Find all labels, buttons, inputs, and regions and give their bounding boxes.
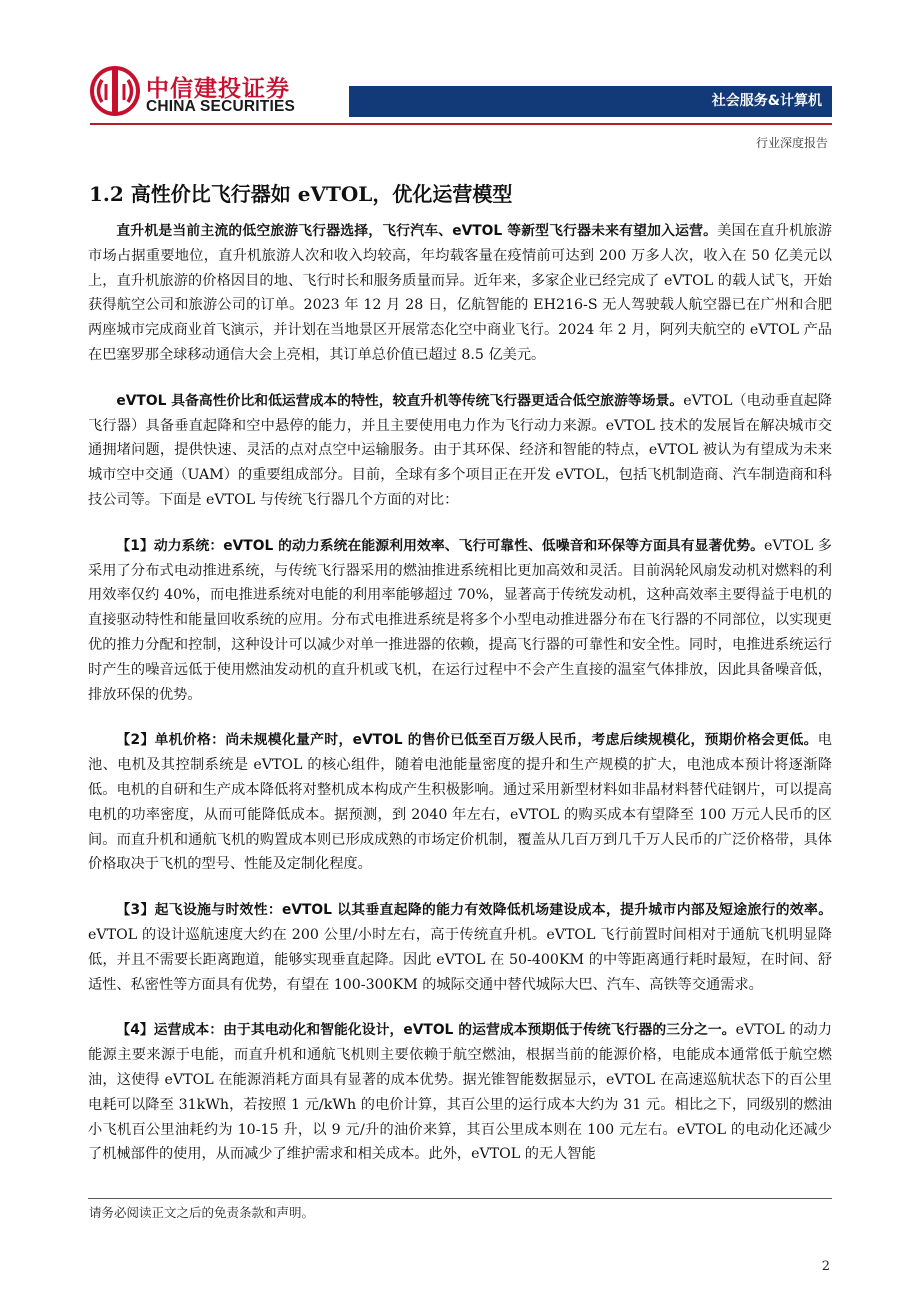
paragraph-lead: 直升机是当前主流的低空旅游飞行器选择，飞行汽车、eVTOL 等新型飞行器未来有望加入运营。 [116, 223, 718, 239]
paragraph-lead: 【4】运营成本：由于其电动化和智能化设计，eVTOL 的运营成本预期低于传统飞行器的三分之一。 [116, 1022, 736, 1039]
body-text [88, 219, 832, 1188]
paragraph-power-system [88, 534, 832, 708]
paragraph-lead: 【3】起飞设施与时效性：eVTOL 以其垂直起降的能力有效降低机场建设成本，提升城市内部及短途旅行的效率。 [116, 902, 832, 919]
paragraph-text: eVTOL 多采用了分布式电动推进系统，与传统飞行器采用的燃油推进系统相比更加高效和灵活。目前涡轮风扇发动机对燃料的利用效率仅约 40%，而电推进系统对电能的利用率能够超过 70%，显著高于传统发动机，这种高效率主要得益于电机的直接驱动特性和能量回收系统的应用。分布式电推进系统是将多个小型电动推进器分布在飞行器的不同部位，以实现更优的推力分配和控制，这种设计可以减少对单一推进器的依赖，提高飞行器的可靠性和安全性。同时，电推进系统运行时产生的噪音远低于使用燃油发动机的直升机或飞机，在运行过程中不会产生直接的温室气体排放，因此具备噪音低，排放环保的优势。 [88, 537, 832, 703]
sector-banner: 社会服务&计算机 [349, 86, 832, 117]
paragraph-text: eVTOL（电动垂直起降飞行器）具备垂直起降和空中悬停的能力，并且主要使用电力作为飞行动力来源。eVTOL 技术的发展旨在解决城市交通拥堵问题，提供快速、灵活的点对点空中运输服务。由于其环保、经济和智能的特点，eVTOL 被认为有望成为未来城市空中交通（UAM）的重要组成部分。目前，全球有多个项目正在开发 eVTOL，包括飞机制造商、汽车制造商和科技公司等。下面是 eVTOL 与传统飞行器几个方面的对比： [88, 392, 832, 508]
company-logo [90, 66, 320, 122]
header-divider [90, 123, 832, 125]
page-number: 2 [821, 1259, 830, 1274]
paragraph-text: 电池、电机及其控制系统是 eVTOL 的核心组件，随着电池能量密度的提升和生产规模的扩大，电池成本预计将逐渐降低。电机的自研和生产成本降低将对整机成本构成产生积极影响。通过采用新型材料如非晶材料替代硅钢片，可以提高电机的功率密度，从而可能降低成本。据预测，到 2040 年左右，eVTOL 的购买成本有望降至 100 万元人民币的区间。而直升机和通航飞机的购置成本则已形成成熟的市场定价机制，覆盖从几百万到几千万人民币的广泛价格带，具体价格取决于飞机的型号、性能及定制化程度。 [88, 732, 832, 873]
paragraph-helicopter-tourism [88, 219, 832, 368]
paragraph-lead: 【1】动力系统：eVTOL 的动力系统在能源利用效率、飞行可靠性、低噪音和环保等方面具有显著优势。 [116, 537, 765, 554]
footer-divider [88, 1198, 832, 1199]
disclaimer-note: 请务必阅读正文之后的免责条款和声明。 [89, 1205, 315, 1220]
paragraph-lead: eVTOL 具备高性价比和低运营成本的特性，较直升机等传统飞行器更适合低空旅游等场景。 [116, 392, 684, 409]
logo-chinese-name: 中信建投证券 [146, 76, 290, 102]
paragraph-unit-price [88, 728, 832, 877]
report-type-label: 行业深度报告 [755, 136, 828, 150]
paragraph-text: eVTOL 的动力能源主要来源于电能，而直升机和通航飞机则主要依赖于航空燃油，根据当前的能源价格，电能成本通常低于航空燃油，这使得 eVTOL 在能源消耗方面具有显著的成本优势。据光锥智能数据显示，eVTOL 在高速巡航状态下的百公里电耗可以降至 31kWh，若按照 1 元/kWh 的电价计算，其百公里的运行成本大约为 31 元。相比之下，同级别的燃油小飞机百公里油耗约为 10-15 升，以 9 元/升的油价来算，其百公里成本则在 100 元左右。eVTOL 的电动化还减少了机械部件的使用，从而减少了维护需求和相关成本。此外，eVTOL 的无人智能 [88, 1022, 833, 1163]
paragraph-lead: 【2】单机价格：尚未规模化量产时，eVTOL 的售价已低至百万级人民币，考虑后续规模化，预期价格会更低。 [116, 732, 818, 749]
paragraph-evtol-overview [88, 389, 832, 513]
paragraph-operating-cost [88, 1018, 832, 1167]
paragraph-text: eVTOL 的设计巡航速度大约在 200 公里/小时左右，高于传统直升机。eVTOL 飞行前置时间相对于通航飞机明显降低，并且不需要长距离跑道，能够实现垂直起降。因此 eVTOL 在 50-400KM 的中等距离通行耗时最短，在时间、舒适性、私密性等方面具有优势，有望在 100-300KM 的城际交通中替代城际大巴、汽车、高铁等交通需求。 [88, 926, 832, 993]
china-securities-emblem-icon [90, 66, 140, 116]
paragraph-takeoff-facilities [88, 898, 832, 997]
paragraph-text: 美国在直升机旅游市场占据重要地位，直升机旅游人次和收入均较高，年均载客量在疫情前可达到 200 万多人次，收入在 50 亿美元以上，直升机旅游的价格因目的地、飞行时长和服务质量而异。近年来，多家企业已经完成了 eVTOL 的载人试飞，开始获得航空公司和旅游公司的订单。2023 年 12 月 28 日，亿航智能的 EH216-S 无人驾驶载人航空器已在广州和合肥两座城市完成商业首飞演示，并计划在当地景区开展常态化空中商业飞行。2024 年 2 月，阿列夫航空的 eVTOL 产品在巴塞罗那全球移动通信大会上亮相，其订单总价值已超过 8.5 亿美元。 [88, 223, 832, 363]
section-title: 1.2 高性价比飞行器如 eVTOL，优化运营模型 [89, 182, 513, 206]
logo-english-name: CHINA SECURITIES [146, 98, 296, 115]
